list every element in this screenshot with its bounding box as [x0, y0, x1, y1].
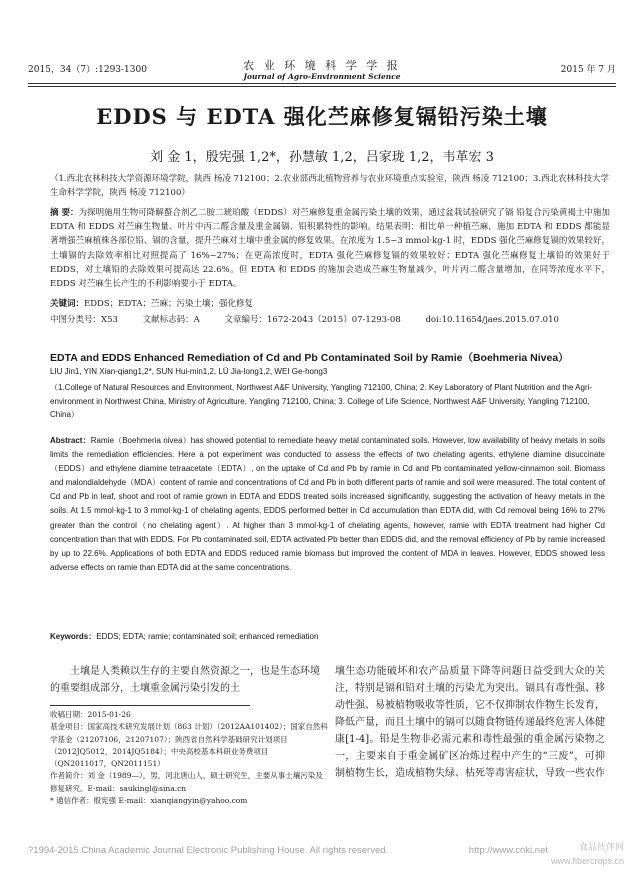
english-affiliations: （1.College of Natural Resources and Environment, Northwest A&F University, Yangling 712100, China; 2. Key Laboratory of Plant Nutrition and the Agri-environment in Northwest China, Ministry of Agriculture, Yangling 712100, China; 3. College of Life Science, Northwest A&F University, Yangling 712100, China） — [50, 383, 593, 419]
paper-title: EDDS 与 EDTA 强化苎麻修复镉铅污染土壤 — [96, 104, 548, 129]
footnote-rule — [50, 705, 250, 706]
header-journal-cn: 农 业 环 境 科 学 学 报 — [243, 59, 401, 72]
doi-value: 10.11654/jaes.2015.07.010 — [441, 315, 559, 325]
english-authors: LIU Jin1, YIN Xian-qiang1,2*, SUN Hui-min1,2, LÜ Jia-long1,2, WEI Ge-hong3 — [50, 367, 328, 376]
keywords-cn — [50, 297, 610, 309]
english-abstract-label: Abstract： — [50, 436, 91, 445]
header-journal-en: Journal of Agro-Environment Science — [243, 72, 401, 81]
english-keywords-text: EDDS; EDTA; ramie; contaminated soil; enhanced remediation — [96, 632, 319, 641]
meta-cn — [50, 313, 610, 325]
author-list: 刘 金 1，殷宪强 1,2*，孙慧敏 1,2，吕家珑 1,2，韦革宏 3 — [150, 150, 494, 165]
doc-code-label: 文献标志码： — [142, 315, 194, 325]
footnote-corresponding: * 通信作者：殷宪强 E-mail：xianqiangyin@yahoo.com — [50, 796, 248, 806]
doc-code-value: A — [193, 315, 200, 325]
body-right-column: 壤生态功能破坏和农产品质量下降等问题日益受到大众的关注，特别是镉和铅对土壤的污染尤为突出。镉具有毒性强、移动性强、易被植物吸收等性质，它不仅抑制农作物生长发育，降低产量，而且土壤中的镉可以随食物链传递最终危害人体健康[1-4]。铅是生物非必需元素和毒性最强的重金属污染物之一，主要来自于重金属矿区冶炼过程中产生的“三废”，可抑制植物生长，造成植物失绿、枯死等毒害症状，导致一些农作 — [335, 666, 605, 779]
copyright-footer: ?1994-2015 China Academic Journal Electronic Publishing House. All rights reserved. — [28, 845, 389, 856]
footnote-fund: 基金项目：国家高技术研究发展计划（863 计划）（2012AA101402）；国家自然科学基金（21207106，21207107）；陕西省自然科学基础研究计划项目（2012JQ5012，2014JQ5184）；中央高校基本科研业务费项目（QN2011017，QN2011151） — [50, 722, 328, 769]
body-left-column: 土壤是人类赖以生存的主要自然资源之一，也是生态环境的重要组成部分，土壤重金属污染引发的土 — [50, 666, 320, 694]
header-date: 2015 年 7 月 — [560, 65, 616, 75]
keywords-cn-label: 关键词： — [50, 299, 85, 309]
abstract-cn-text: 为探明施用生物可降解螯合剂乙二胺二琥珀酸（EDDS）对苎麻修复重金属污染土壤的效果，通过盆栽试验研究了镉 铅复合污染黄褐土中施加 EDTA 和 EDDS 对苎麻生物量、叶片中丙二醛含量及重金属镉、铅积累特性的影响。结果表明：相比单一种植苎麻，施加 EDTA 和 EDDS 都能显著增强苎麻植株各部位铅、镉的含量，提升苎麻对土壤中重金属的修复效果。在浓度为 1.5~3 mmol·kg-1 时，EDDS 强化苎麻修复镉的效果较好，土壤镉的去除效率相比对照提高了 16%~27%；在更高浓度时，EDTA 强化苎麻修复镉的效果较好；EDTA 强化苎麻修复土壤铅的效果好于 EDDS，对土壤铅的去除效果可提高达 22.6%。但 EDTA 和 EDDS 的施加会造成苎麻生物量减少，叶片丙二醛含量增加，在同等浓度水平下，EDDS 对苎麻生长产生的不利影响要小于 EDTA。 — [50, 208, 610, 290]
footnote-received: 收稿日期：2015-01-26 — [50, 710, 131, 719]
watermark-en: www.fibercrops.cn — [550, 856, 624, 866]
header-volume: 2015，34（7）:1293-1300 — [28, 65, 147, 75]
doi-label: doi: — [425, 315, 442, 325]
footnote-author: 作者简介：刘 金（1989—），男，河北唐山人，硕士研究生，主要从事土壤污染及修复研究。E-mail：saukingl@sina.cn — [50, 771, 323, 793]
watermark-cn: 食品伙伴网 — [578, 842, 624, 852]
clc-value: X53 — [101, 315, 118, 325]
english-title: EDTA and EDDS Enhanced Remediation of Cd and Pb Contaminated Soil by Ramie（Boehmeria Nivea） — [50, 352, 569, 364]
clc-label: 中图分类号： — [50, 315, 102, 325]
affiliations-cn: （1.西北农林科技大学资源环境学院，陕西 杨凌 712100；2.农业部西北植物营养与农业环境重点实验室，陕西 杨凌 712100；3.西北农林科技大学生命科学学院，陕西 杨凌 712100） — [50, 174, 610, 198]
header-rule — [28, 83, 616, 84]
footnote — [50, 709, 328, 807]
abstract-cn — [50, 206, 610, 291]
english-abstract — [50, 434, 605, 575]
article-no-label: 文章编号： — [224, 315, 267, 325]
header-rule-thin — [28, 86, 616, 87]
article-no-value: 1672-2043（2015）07-1293-08 — [266, 315, 401, 325]
english-keywords — [50, 631, 605, 642]
abstract-cn-label: 摘 要： — [50, 208, 79, 218]
cnki-link[interactable]: http://www.cnki.net — [468, 845, 548, 856]
english-keywords-label: Keywords： — [50, 632, 97, 641]
keywords-cn-text: EDDS；EDTA；苎麻；污染土壤；强化修复 — [84, 299, 254, 309]
english-abstract-text: Ramie（Boehmeria nivea）has showed potential to remediate heavy metal contaminated soils. However, low availability of heavy metals in soils limits the remediation efficiencies. Here a pot experiment was conducted to assess the effects of two chelating agents, ethylene diamine disuccinate（EDDS）and ethylene diamine tetraacetate（EDTA）, on the uptake of Cd and Pb by ramie in Cd and Pb contaminated yellow-cinnamon soil. Biomass and malondialdehyde（MDA）content of ramie and concentrations of Cd and Pb in both different parts of ramie and soil were measured. The total content of Cd and Pb in leaf, shoot and root of ramie grown in EDTA and EDDS treated soils increased significantly, suggesting the activation of heavy metals in the soils. At 1.5 mmol·kg-1 to 3 mmol·kg-1 of chelating agents, EDDS performed better in Cd accumulation than EDTA did, with Cd removal being 16% to 27% greater than the control（no chelating agent）. At higher than 3 mmol·kg-1 of chelating agents, however, ramie with EDTA treatment had higher Cd concentration than that with EDDS. For Pb contaminated soil, EDTA activated Pb better than EDDS did, and the removal efficiency of Pb by ramie increased by up to 22.6%. Applications of both EDTA and EDDS reduced ramie biomass but improved the content of MDA in leaves. However, EDDS showed less adverse effects on ramie than EDTA did at the same concentrations. — [50, 436, 606, 572]
